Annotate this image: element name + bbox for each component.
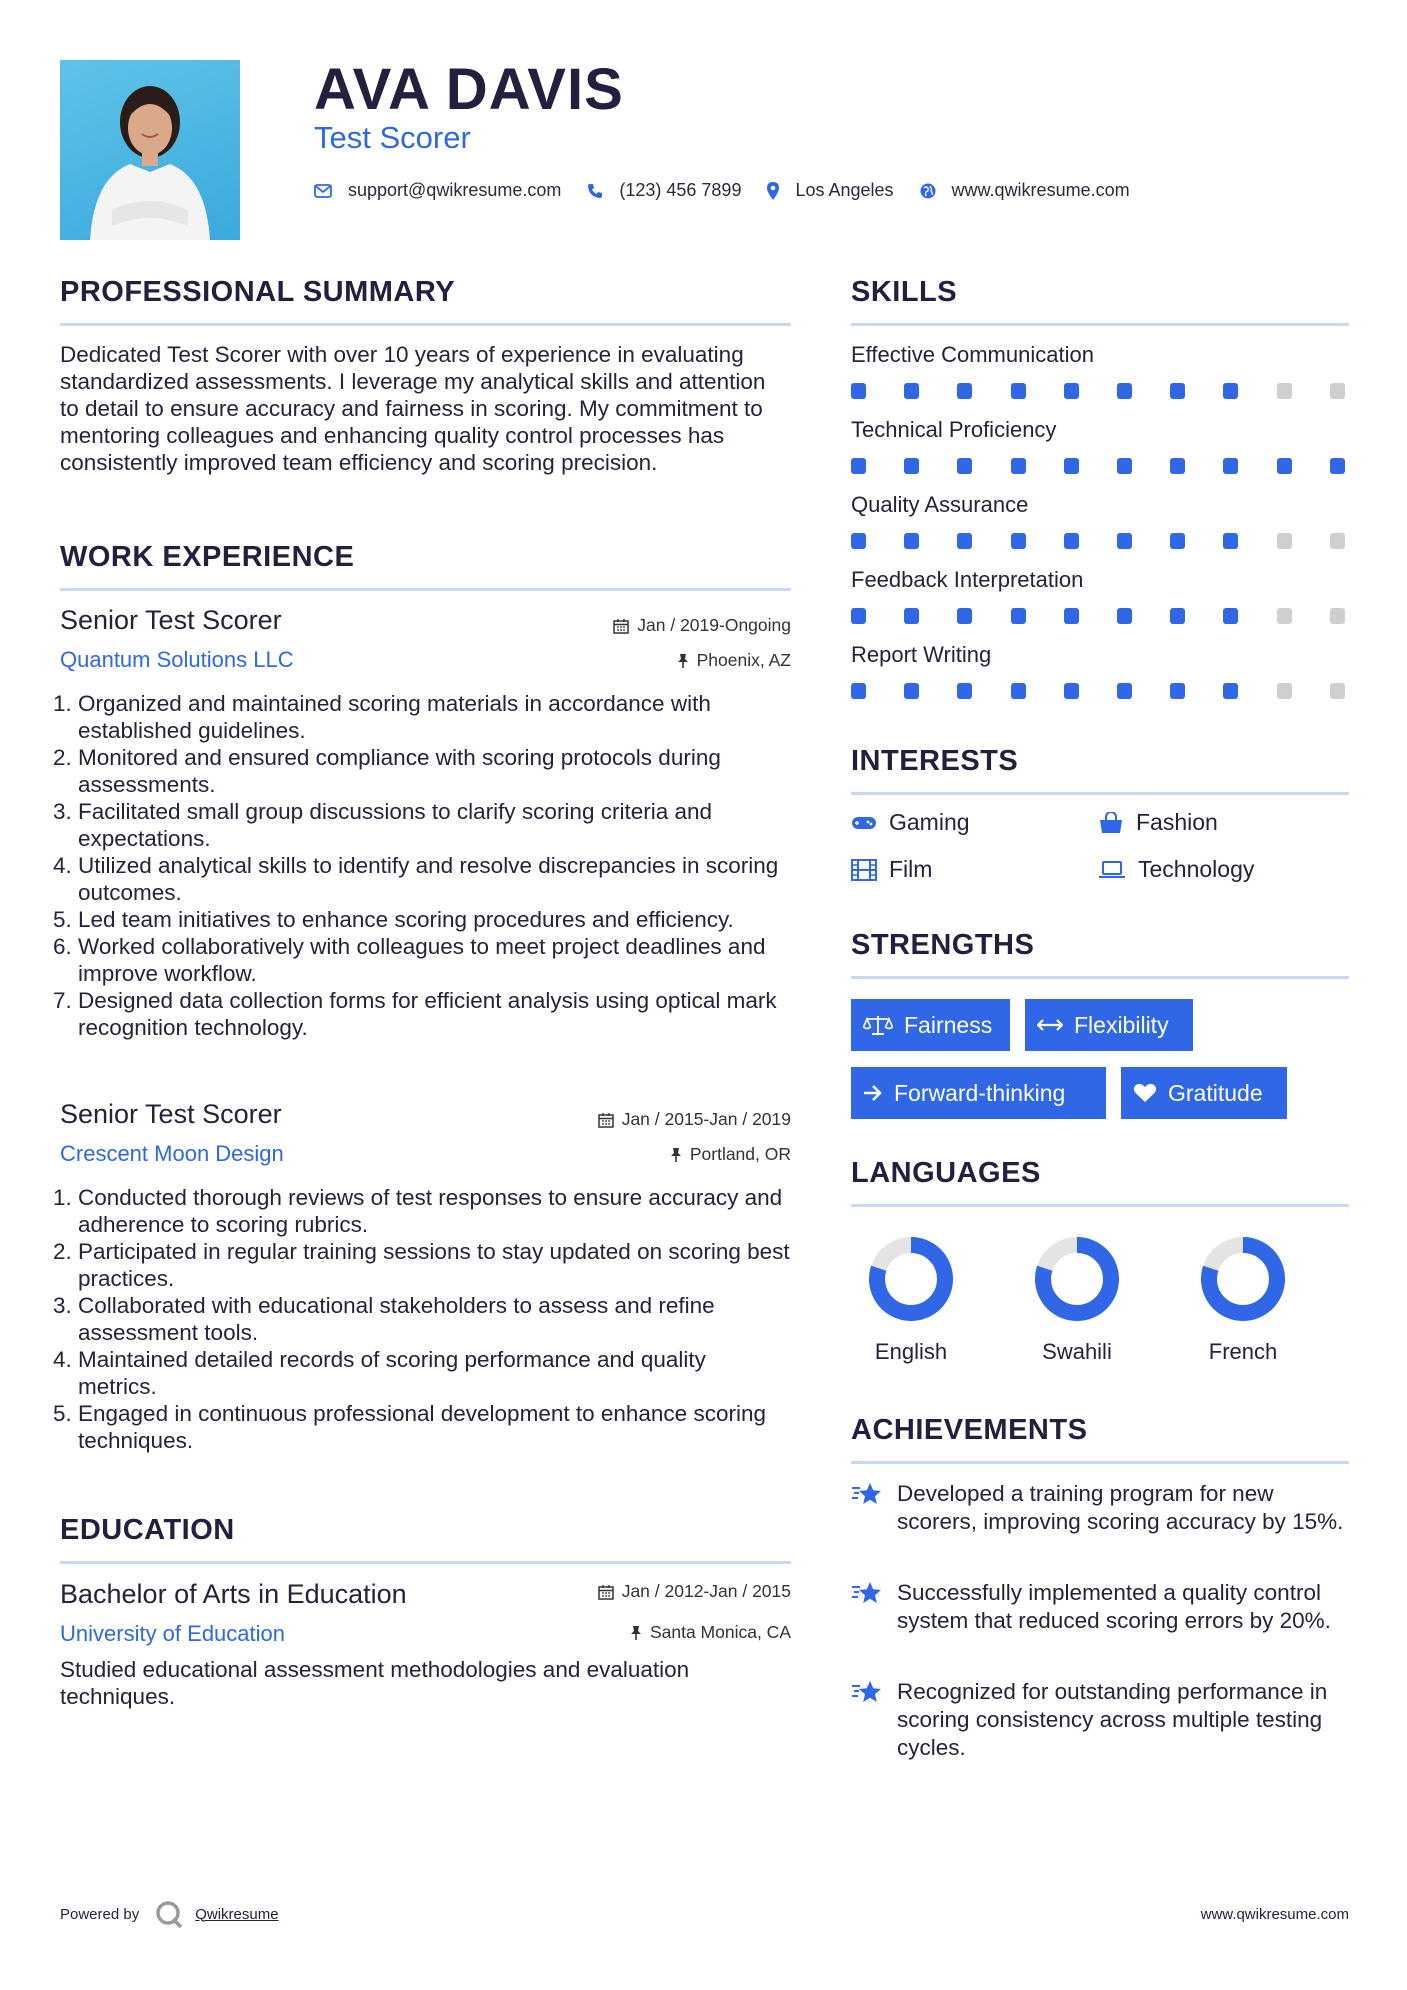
globe-icon [920, 183, 936, 199]
footer-site[interactable]: www.qwikresume.com [1200, 1906, 1349, 1923]
skill-rating-dot [1223, 533, 1238, 549]
achievements-heading: ACHIEVEMENTS [851, 1414, 1088, 1446]
achievement-text: Recognized for outstanding performance in scoring consistency across multiple testing cycles. [897, 1679, 1328, 1760]
experience-section [60, 541, 791, 591]
strength-label: Fairness [904, 1011, 993, 1038]
qwikresume-logo-icon [153, 1898, 185, 1930]
language-item [1007, 1234, 1147, 1365]
section-divider [60, 323, 791, 326]
language-proficiency-ring [866, 1234, 956, 1324]
website-text: www.qwikresume.com [951, 180, 1130, 200]
duty-item: 1. Conducted thorough reviews of test responses to ensure accuracy and adherence to scoring rubrics. [78, 1184, 790, 1238]
candidate-name: AVA DAVIS [314, 57, 624, 122]
location-text: Los Angeles [795, 180, 894, 200]
skill-rating-dot [1277, 608, 1292, 624]
interest-item [1098, 809, 1218, 836]
skill-rating-dot [851, 458, 866, 474]
skill-rating-dot [1117, 608, 1132, 624]
skill-rating-dot [1117, 383, 1132, 399]
skill-rating-dot [851, 533, 866, 549]
pushpin-icon [670, 1147, 682, 1163]
profile-photo [60, 60, 240, 240]
arrow-right-icon [863, 1084, 883, 1102]
interest-item [851, 856, 932, 883]
star-icon [851, 1678, 897, 1762]
strength-tag [851, 999, 1010, 1051]
skill-rating-dot [904, 458, 919, 474]
languages-section [851, 1157, 1349, 1207]
section-divider [851, 1204, 1349, 1207]
star-icon [851, 1480, 897, 1536]
skill-rating [851, 383, 1349, 399]
interest-label: Film [889, 856, 933, 882]
skill-rating-dot [1011, 608, 1026, 624]
strength-label: Gratitude [1168, 1079, 1263, 1106]
language-proficiency-ring [1198, 1234, 1288, 1324]
skill-rating-dot [957, 533, 972, 549]
section-divider [851, 792, 1349, 795]
laptop-icon [1098, 860, 1126, 880]
skill-rating-dot [1064, 533, 1079, 549]
section-divider [60, 588, 791, 591]
job-duties-list [60, 690, 790, 1041]
skill-rating-dot [1064, 383, 1079, 399]
job-location-text: Phoenix, AZ [696, 650, 791, 670]
skill-name: Technical Proficiency [851, 417, 1057, 442]
phone-text: (123) 456 7899 [619, 180, 742, 200]
strengths-section [851, 929, 1349, 979]
interest-label: Technology [1138, 856, 1255, 882]
duty-item: 5. Engaged in continuous professional development to enhance scoring techniques. [78, 1400, 790, 1454]
arrows-h-icon [1037, 1018, 1063, 1032]
skill-rating-dot [1011, 458, 1026, 474]
skill-rating-dot [1277, 458, 1292, 474]
skills-section [851, 276, 1349, 326]
education-location-text: Santa Monica, CA [649, 1622, 791, 1642]
skill-rating-dot [1223, 683, 1238, 699]
job-dates [613, 615, 791, 636]
qwikresume-link[interactable]: Qwikresume [195, 1905, 279, 1923]
job-location-text: Portland, OR [689, 1144, 791, 1164]
skill-rating-dot [957, 683, 972, 699]
job-company: Quantum Solutions LLC [60, 647, 294, 672]
skill-rating-dot [1277, 383, 1292, 399]
skill-rating [851, 608, 1349, 624]
job-dates [598, 1109, 791, 1130]
interests-section [851, 745, 1349, 795]
skill-rating-dot [1011, 533, 1026, 549]
strength-tag [1121, 1067, 1287, 1119]
duty-item: 4. Maintained detailed records of scoring performance and quality metrics. [78, 1346, 790, 1400]
job-title: Senior Test Scorer [60, 1099, 282, 1129]
education-location [630, 1622, 791, 1643]
skill-name: Feedback Interpretation [851, 567, 1084, 592]
gamepad-icon [851, 814, 877, 832]
achievement-item [851, 1579, 1351, 1635]
skill-rating-dot [1330, 458, 1345, 474]
education-dates-text: Jan / 2012-Jan / 2015 [621, 1581, 791, 1601]
job-location [670, 1144, 791, 1165]
interest-label: Fashion [1136, 809, 1218, 835]
skill-rating-dot [1170, 383, 1185, 399]
skill-rating-dot [1170, 683, 1185, 699]
skill-rating-dot [1330, 383, 1345, 399]
skill-rating-dot [904, 533, 919, 549]
skill-rating-dot [904, 683, 919, 699]
duty-item: 2. Monitored and ensured compliance with scoring protocols during assessments. [78, 744, 790, 798]
strength-label: Flexibility [1074, 1011, 1169, 1038]
skill-name: Quality Assurance [851, 492, 1029, 517]
strength-tag [1025, 999, 1193, 1051]
job-duties-list [60, 1184, 790, 1454]
skill-rating-dot [957, 608, 972, 624]
skill-rating-dot [1011, 383, 1026, 399]
duty-item: 3. Collaborated with educational stakeholders to assess and refine assessment tools. [78, 1292, 790, 1346]
skill-rating-dot [1170, 458, 1185, 474]
heart-icon [1133, 1083, 1157, 1103]
duty-item: 1. Organized and maintained scoring materials in accordance with established guidelines. [78, 690, 790, 744]
balance-scale-icon [863, 1014, 893, 1036]
section-divider [851, 323, 1349, 326]
shopping-bag-icon [1098, 812, 1124, 834]
skill-rating-dot [904, 608, 919, 624]
language-name: English [874, 1339, 948, 1364]
skill-rating-dot [957, 383, 972, 399]
section-divider [60, 1561, 791, 1564]
calendar-icon [598, 1112, 614, 1128]
skill-rating-dot [1277, 533, 1292, 549]
skill-rating-dot [1330, 533, 1345, 549]
skill-rating-dot [851, 683, 866, 699]
skill-rating-dot [1170, 533, 1185, 549]
language-name: French [1208, 1339, 1278, 1364]
degree-title: Bachelor of Arts in Education [60, 1579, 407, 1609]
star-icon [851, 1579, 897, 1635]
duty-item: 5. Led team initiatives to enhance scoring procedures and efficiency. [78, 906, 790, 933]
film-icon [851, 859, 877, 881]
skill-rating-dot [957, 458, 972, 474]
contact-phone[interactable] [587, 180, 741, 201]
education-description: Studied educational assessment methodologies and evaluation techniques. [60, 1657, 690, 1709]
education-section [60, 1514, 791, 1564]
calendar-icon [598, 1584, 614, 1600]
job-title: Senior Test Scorer [60, 605, 282, 635]
achievement-item [851, 1480, 1351, 1536]
map-marker-icon [767, 182, 779, 200]
skill-rating-dot [1223, 383, 1238, 399]
achievement-item [851, 1678, 1351, 1762]
job-company: Crescent Moon Design [60, 1141, 284, 1166]
duty-item: 2. Participated in regular training sessions to stay updated on scoring best practices. [78, 1238, 790, 1292]
skill-rating-dot [1064, 458, 1079, 474]
strength-label: Forward-thinking [894, 1079, 1066, 1106]
contact-website[interactable] [920, 180, 1130, 201]
skill-rating [851, 458, 1349, 474]
duty-item: 3. Facilitated small group discussions to clarify scoring criteria and expectations. [78, 798, 790, 852]
interests-heading: INTERESTS [851, 745, 1019, 777]
duty-item: 4. Utilized analytical skills to identify and resolve discrepancies in scoring outcomes. [78, 852, 790, 906]
achievement-text: Successfully implemented a quality control system that reduced scoring errors by 20%. [897, 1580, 1331, 1633]
achievements-section [851, 1414, 1349, 1464]
skill-rating-dot [851, 608, 866, 624]
language-proficiency-ring [1032, 1234, 1122, 1324]
skill-rating-dot [1223, 458, 1238, 474]
summary-text: Dedicated Test Scorer with over 10 years of experience in evaluating standardized assessments. I leverage my analytical skills and attention to detail to ensure accuracy and fairness in scoring. My commitment to mentoring colleagues and enhancing quality control processes has consistently improved team efficiency and scoring precision. [60, 342, 766, 475]
strengths-heading: STRENGTHS [851, 929, 1035, 961]
skill-rating-dot [1064, 683, 1079, 699]
skill-rating-dot [851, 383, 866, 399]
skill-rating-dot [1330, 608, 1345, 624]
language-item [841, 1234, 981, 1365]
interest-label: Gaming [889, 809, 970, 835]
school-name: University of Education [60, 1621, 285, 1646]
duty-item: 6. Worked collaboratively with colleagues to meet project deadlines and improve workflow. [78, 933, 790, 987]
candidate-title: Test Scorer [314, 120, 471, 155]
summary-heading: PROFESSIONAL SUMMARY [60, 276, 456, 308]
person-photo-illustration [60, 60, 240, 240]
job-dates-text: Jan / 2015-Jan / 2019 [621, 1109, 791, 1129]
duty-item: 7. Designed data collection forms for efficient analysis using optical mark recognition technology. [78, 987, 790, 1041]
skill-rating-dot [1117, 458, 1132, 474]
skill-rating-dot [1330, 683, 1345, 699]
achievement-text: Developed a training program for new scorers, improving scoring accuracy by 15%. [897, 1481, 1344, 1534]
section-divider [851, 976, 1349, 979]
phone-icon [587, 183, 603, 199]
interest-item [851, 809, 970, 836]
skill-rating [851, 533, 1349, 549]
skill-rating-dot [1170, 608, 1185, 624]
pushpin-icon [630, 1625, 642, 1641]
email-text: support@qwikresume.com [348, 180, 562, 200]
language-name: Swahili [1042, 1339, 1112, 1364]
envelope-icon [314, 184, 332, 198]
skill-rating-dot [1064, 608, 1079, 624]
contact-email[interactable] [314, 180, 561, 201]
interest-item [1098, 856, 1254, 883]
pushpin-icon [677, 653, 689, 669]
skill-rating-dot [1117, 683, 1132, 699]
language-item [1173, 1234, 1313, 1365]
skills-heading: SKILLS [851, 276, 958, 308]
strength-tag [851, 1067, 1106, 1119]
footer-powered-by [60, 1898, 279, 1930]
job-location [677, 650, 791, 671]
contact-bar [314, 180, 1156, 201]
skill-name: Effective Communication [851, 342, 1094, 367]
skill-rating-dot [1277, 683, 1292, 699]
skill-rating [851, 683, 1349, 699]
job-dates-text: Jan / 2019-Ongoing [637, 615, 791, 635]
contact-location [767, 180, 893, 201]
education-dates [598, 1581, 791, 1602]
calendar-icon [613, 618, 629, 634]
skill-rating-dot [904, 383, 919, 399]
education-heading: EDUCATION [60, 1514, 235, 1546]
section-divider [851, 1461, 1349, 1464]
skill-rating-dot [1117, 533, 1132, 549]
experience-heading: WORK EXPERIENCE [60, 541, 355, 573]
skill-name: Report Writing [851, 642, 992, 667]
skill-rating-dot [1223, 608, 1238, 624]
powered-by-text: Powered by [60, 1905, 140, 1923]
skill-rating-dot [1011, 683, 1026, 699]
summary-section [60, 276, 791, 326]
languages-heading: LANGUAGES [851, 1157, 1041, 1189]
